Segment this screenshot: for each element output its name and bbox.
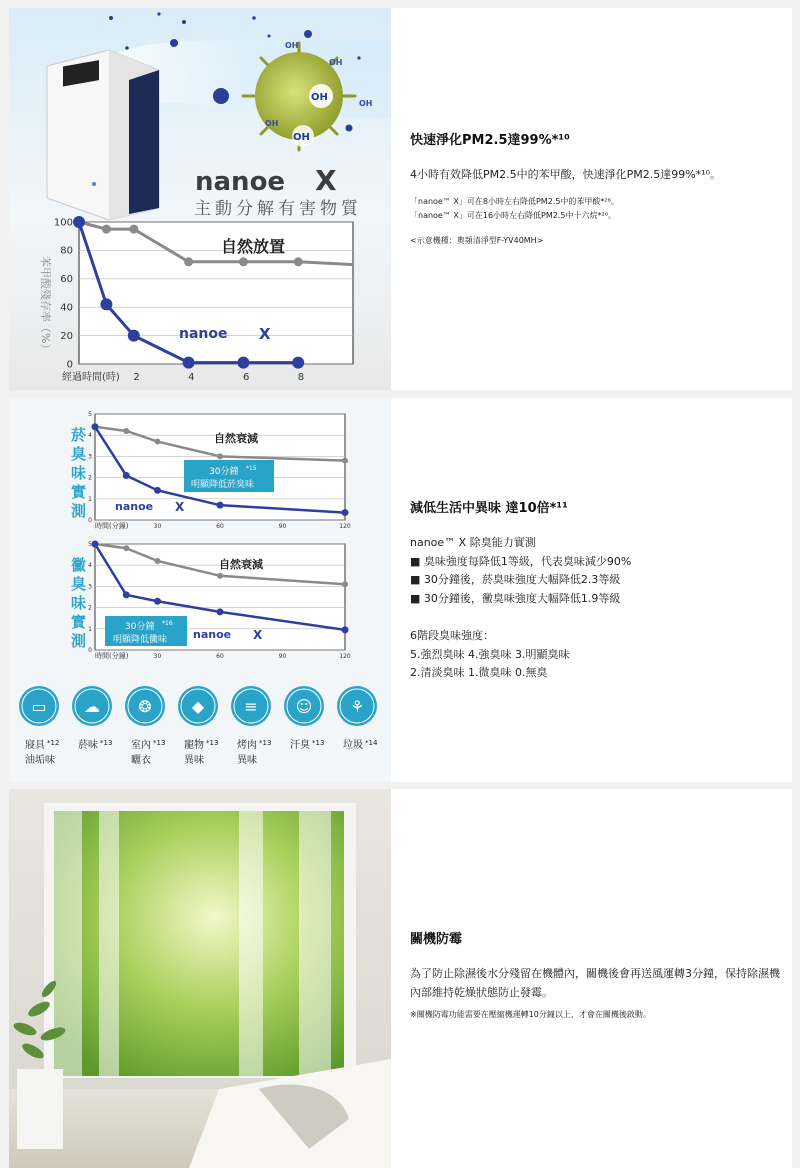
pm25-illustration <box>9 8 391 390</box>
svg-text:異味: 異味 <box>184 755 204 766</box>
y-tick-label: 2 <box>88 474 92 482</box>
x-tick-label: 30 <box>153 653 162 660</box>
sweat-person-icon <box>284 686 324 726</box>
chart1-xlabel: 經過時間(時) <box>62 372 120 383</box>
vertical-label-char: 黴 <box>71 556 87 574</box>
data-point <box>292 357 304 369</box>
svg-text:*12: *12 <box>47 739 60 747</box>
svg-text:◆: ◆ <box>191 697 205 716</box>
svg-text:OH: OH <box>311 92 328 103</box>
svg-text:時間(分鐘): 時間(分鐘) <box>95 652 129 660</box>
svg-text:X: X <box>175 500 185 514</box>
x-tick-label: 6 <box>242 372 250 383</box>
y-tick-label: 4 <box>88 562 92 570</box>
svg-text:*15: *15 <box>246 465 257 472</box>
svg-text:烤肉: 烤肉 <box>237 740 257 751</box>
data-point <box>100 298 112 310</box>
odor-levels-title: 6階段臭味強度： <box>410 628 494 642</box>
data-point <box>217 608 224 615</box>
y-tick-label: 1 <box>88 495 92 503</box>
y-tick-label: 3 <box>88 453 92 461</box>
svg-text:OH: OH <box>293 132 310 143</box>
svg-text:X: X <box>253 628 263 642</box>
odor-line1: nanoe™ X 除臭能力實測 <box>410 536 536 550</box>
odor-bullet2: ■ 30分鐘後，菸臭味強度大幅降低2.3等級 <box>410 573 621 587</box>
data-point <box>73 216 85 228</box>
mold-line1: 為了防止除濕後水分殘留在機體內，關機後會再送風運轉3分鐘，保持除濕機內部維持乾燥狀態防止發霉。 <box>410 967 780 999</box>
svg-text:寢具: 寢具 <box>25 740 45 751</box>
data-point <box>154 487 161 494</box>
odor-section <box>9 398 792 782</box>
y-tick-label: 60 <box>60 274 73 286</box>
svg-text:*13: *13 <box>312 739 325 747</box>
data-point <box>294 257 303 266</box>
odor-text <box>410 498 785 683</box>
vertical-label-char: 臭 <box>71 445 87 463</box>
data-point <box>342 626 349 633</box>
odor-levels2: 2.清淡臭味 1.微臭味 0.無臭 <box>410 666 548 680</box>
x-tick-label: 4 <box>188 372 195 383</box>
cigarette-icon <box>72 686 112 726</box>
svg-text:垃圾: 垃圾 <box>343 740 363 751</box>
data-point <box>342 581 348 587</box>
svg-text:*13: *13 <box>100 739 113 747</box>
pm25-line1: 4小時有效降低PM2.5中的苯甲酸，快速淨化PM2.5達99%*¹⁰。 <box>410 168 722 182</box>
svg-text:nanoe: nanoe <box>193 628 232 641</box>
svg-text:30分鐘: 30分鐘 <box>125 622 155 632</box>
laundry-shirt-icon <box>125 686 165 726</box>
chart1-natural-label: 自然放置 <box>221 237 286 256</box>
svg-text:*13: *13 <box>206 739 219 747</box>
svg-text:時間(分鐘): 時間(分鐘) <box>95 522 129 530</box>
y-tick-label: 4 <box>88 432 92 440</box>
pm25-note2: 「nanoe™ X」可在16小時左右降低PM2.5中十六烷*²⁶。 <box>410 211 616 221</box>
svg-text:nanoe: nanoe <box>115 500 154 513</box>
nanoe-x-logo-x: X <box>315 164 337 197</box>
svg-text:室內: 室內 <box>131 740 151 751</box>
y-tick-label: 1 <box>88 625 92 633</box>
vertical-label-char: 味 <box>71 594 87 612</box>
svg-text:寵物: 寵物 <box>184 740 204 751</box>
pm25-section <box>9 8 792 390</box>
pm25-text <box>410 130 785 248</box>
data-point <box>123 428 129 434</box>
room-photo <box>9 789 391 1168</box>
svg-text:明顯降低黴味: 明顯降低黴味 <box>113 635 168 645</box>
svg-text:*13: *13 <box>259 739 272 747</box>
x-tick-label: 90 <box>278 523 287 530</box>
y-tick-label: 0 <box>88 647 92 654</box>
svg-text:曬衣: 曬衣 <box>131 755 151 766</box>
odor-illustration <box>9 398 391 782</box>
vertical-label-char: 實 <box>71 613 87 631</box>
data-point <box>123 472 130 479</box>
data-point <box>154 598 161 605</box>
x-tick-label: 90 <box>278 653 287 660</box>
y-tick-label: 0 <box>88 517 92 524</box>
svg-text:*13: *13 <box>153 739 166 747</box>
svg-text:油垢味: 油垢味 <box>25 755 55 766</box>
fish-bone-garbage-icon <box>337 686 377 726</box>
chart1-nanoe-label: nanoe <box>179 326 228 342</box>
svg-text:⚘: ⚘ <box>349 697 365 716</box>
x-tick-label: 2 <box>133 372 140 383</box>
vertical-label-char: 菸 <box>71 426 87 444</box>
svg-text:自然衰減: 自然衰減 <box>219 558 263 571</box>
svg-text:30分鐘: 30分鐘 <box>209 467 239 477</box>
bbq-grill-icon <box>231 686 271 726</box>
pm25-note1: 「nanoe™ X」可在8小時左右降低PM2.5中的苯甲酸*²⁶。 <box>410 196 619 206</box>
svg-text:❂: ❂ <box>138 697 152 716</box>
data-point <box>92 423 99 430</box>
y-tick-label: 3 <box>88 583 92 591</box>
data-point <box>342 509 349 516</box>
chart1-nanoe-x-label: X <box>259 325 271 343</box>
vertical-label-char: 臭 <box>71 575 87 593</box>
data-point <box>217 502 224 509</box>
data-point <box>155 439 161 445</box>
y-tick-label: 20 <box>60 330 73 342</box>
y-tick-label: 5 <box>88 541 92 548</box>
data-point <box>128 330 140 342</box>
data-point <box>217 453 223 459</box>
odor-bullet3: ■ 30分鐘後，黴臭味強度大幅降低1.9等級 <box>410 592 621 606</box>
x-tick-label: 60 <box>216 653 224 660</box>
odor-levels1: 5.強烈臭味 4.強臭味 3.明顯臭味 <box>410 647 570 661</box>
nanoe-x-logo: nanoe <box>195 167 286 197</box>
pet-dog-icon <box>178 686 218 726</box>
data-point <box>184 257 193 266</box>
svg-text:*16: *16 <box>162 620 173 627</box>
tagline: 主動分解有害物質 <box>194 199 362 219</box>
pm25-note3: <示意機種：奧頻清淨型F-YV40MH> <box>410 235 544 245</box>
chart3-label <box>71 556 87 650</box>
x-tick-label: 120 <box>339 653 351 660</box>
room-photo-svg <box>9 789 391 1168</box>
mold-title: 關機防霉 <box>410 932 463 947</box>
data-point <box>237 357 249 369</box>
y-tick-label: 5 <box>88 411 92 418</box>
x-tick-label: 30 <box>153 523 162 530</box>
svg-text:≡: ≡ <box>244 697 258 716</box>
svg-text:*14: *14 <box>365 739 378 747</box>
odor-title: 減低生活中異味 達10倍*¹¹ <box>410 501 568 516</box>
svg-text:▭: ▭ <box>31 697 47 716</box>
data-point <box>239 257 248 266</box>
data-point <box>123 545 129 551</box>
vertical-label-char: 測 <box>71 632 87 650</box>
bedding-icon <box>19 686 59 726</box>
vertical-label-char: 味 <box>71 464 87 482</box>
vertical-label-char: 測 <box>71 502 87 520</box>
data-point <box>92 541 99 548</box>
mold-odor-chart <box>88 541 351 661</box>
x-tick-label: 120 <box>339 523 351 530</box>
data-point <box>102 225 111 234</box>
svg-text:OH: OH <box>285 41 299 50</box>
dehumidifier-image <box>47 50 159 220</box>
data-point <box>183 357 195 369</box>
y-tick-label: 0 <box>66 359 73 371</box>
benzoic-acid-chart <box>39 216 353 383</box>
data-point <box>155 558 161 564</box>
svg-text:☁: ☁ <box>84 697 100 716</box>
chart1-ylabel: 苯甲酸殘存率（%） <box>39 256 52 355</box>
chart2-label <box>71 426 87 520</box>
y-tick-label: 40 <box>60 302 73 314</box>
data-point <box>123 591 130 598</box>
pm25-illustration-svg <box>9 8 391 390</box>
svg-text:菸味: 菸味 <box>78 740 98 751</box>
svg-text:OH: OH <box>329 58 343 67</box>
vertical-label-char: 實 <box>71 483 87 501</box>
svg-text:自然衰減: 自然衰減 <box>214 432 258 445</box>
x-tick-label: 60 <box>216 523 224 530</box>
mold-text <box>410 929 785 1023</box>
y-tick-label: 100 <box>53 217 73 229</box>
odor-illustration-svg <box>9 398 391 782</box>
data-point <box>217 573 223 579</box>
data-point <box>129 225 138 234</box>
y-tick-label: 80 <box>60 245 73 257</box>
data-point <box>342 458 348 464</box>
mold-prevention-section <box>9 789 792 1168</box>
y-tick-label: 2 <box>88 604 92 612</box>
svg-text:異味: 異味 <box>237 755 257 766</box>
smoke-odor-chart <box>88 411 351 530</box>
odor-bullet1: ■ 臭味強度每降低1等級，代表臭味減少90% <box>410 554 632 568</box>
svg-text:OH: OH <box>265 119 279 128</box>
svg-text:汗臭: 汗臭 <box>290 740 310 751</box>
x-tick-label: 8 <box>297 372 305 383</box>
pm25-title: 快速淨化PM2.5達99%*¹⁰ <box>410 133 570 148</box>
svg-text:明顯降低菸臭味: 明顯降低菸臭味 <box>191 480 255 490</box>
svg-text:☺: ☺ <box>295 697 313 716</box>
svg-text:OH: OH <box>359 99 373 108</box>
mold-note: ※關機防霉功能需要在壓縮機運轉10分鐘以上，才會在關機後啟動。 <box>410 1010 651 1020</box>
